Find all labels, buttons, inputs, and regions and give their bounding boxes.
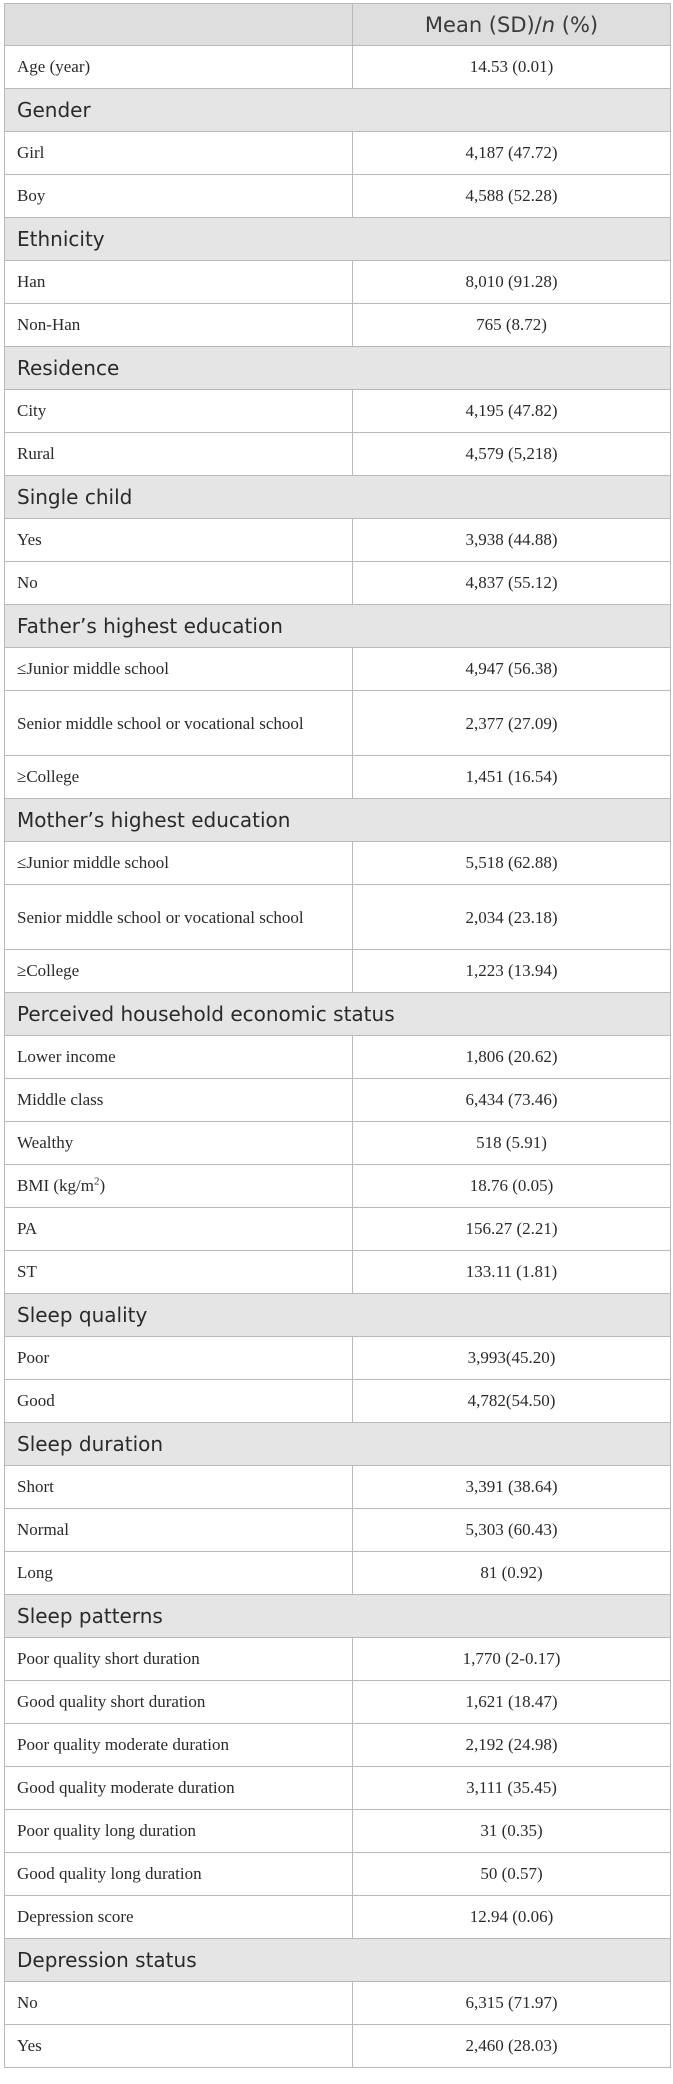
- table-row: [5, 433, 671, 476]
- row-value: 1,806 (20.62): [353, 1036, 671, 1079]
- row-value: 4,947 (56.38): [353, 648, 671, 691]
- table-row: [5, 1079, 671, 1122]
- table-row: [5, 132, 671, 175]
- row-value: 2,192 (24.98): [353, 1724, 671, 1767]
- table-row: [5, 1853, 671, 1896]
- row-value: 1,451 (16.54): [353, 756, 671, 799]
- header-label-suffix: (%): [555, 12, 599, 37]
- table-row: [5, 562, 671, 605]
- row-value: 765 (8.72): [353, 304, 671, 347]
- row-value: 2,460 (28.03): [353, 2025, 671, 2068]
- row-value: 4,837 (55.12): [353, 562, 671, 605]
- row-value: 518 (5.91): [353, 1122, 671, 1165]
- section-header-row: [5, 605, 671, 648]
- section-header: Ethnicity: [5, 218, 671, 261]
- section-header-row: [5, 1595, 671, 1638]
- section-header: Gender: [5, 89, 671, 132]
- section-header-row: [5, 89, 671, 132]
- section-header: Sleep duration: [5, 1423, 671, 1466]
- table-row: [5, 1208, 671, 1251]
- table-body: [5, 46, 671, 2068]
- section-header: Single child: [5, 476, 671, 519]
- section-header: Father’s highest education: [5, 605, 671, 648]
- characteristics-table: [4, 3, 671, 2068]
- row-label: Boy: [5, 175, 353, 218]
- section-header: Perceived household economic status: [5, 993, 671, 1036]
- row-label: Yes: [5, 2025, 353, 2068]
- section-header-row: [5, 347, 671, 390]
- row-label: Poor quality moderate duration: [5, 1724, 353, 1767]
- row-label: Senior middle school or vocational school: [5, 691, 353, 756]
- section-header-row: [5, 1939, 671, 1982]
- row-value: 156.27 (2.21): [353, 1208, 671, 1251]
- table-row: [5, 756, 671, 799]
- row-label: Age (year): [5, 46, 353, 89]
- section-header-row: [5, 1294, 671, 1337]
- row-label: Poor: [5, 1337, 353, 1380]
- row-value: 8,010 (91.28): [353, 261, 671, 304]
- row-value: 4,588 (52.28): [353, 175, 671, 218]
- header-label-prefix: Mean (SD)/: [424, 12, 542, 37]
- table-row: [5, 46, 671, 89]
- row-value: 3,391 (38.64): [353, 1466, 671, 1509]
- row-value: 3,938 (44.88): [353, 519, 671, 562]
- row-label: No: [5, 1982, 353, 2025]
- row-value: 12.94 (0.06): [353, 1896, 671, 1939]
- section-header: Sleep quality: [5, 1294, 671, 1337]
- table-row: [5, 304, 671, 347]
- row-label: Wealthy: [5, 1122, 353, 1165]
- section-header: Mother’s highest education: [5, 799, 671, 842]
- header-mean-sd-n-pct: [353, 4, 671, 46]
- row-value: 1,223 (13.94): [353, 950, 671, 993]
- row-value: 5,303 (60.43): [353, 1509, 671, 1552]
- row-label: Depression score: [5, 1896, 353, 1939]
- row-value: 4,195 (47.82): [353, 390, 671, 433]
- row-label-superscript: 2: [93, 1175, 100, 1188]
- table-row: [5, 1767, 671, 1810]
- table-row: [5, 1251, 671, 1294]
- row-label: Lower income: [5, 1036, 353, 1079]
- row-value: 50 (0.57): [353, 1853, 671, 1896]
- row-label: Han: [5, 261, 353, 304]
- row-label: Good: [5, 1380, 353, 1423]
- row-value: 5,518 (62.88): [353, 842, 671, 885]
- row-value: 4,782(54.50): [353, 1380, 671, 1423]
- row-label: Non-Han: [5, 304, 353, 347]
- table-row: [5, 1724, 671, 1767]
- row-label: Girl: [5, 132, 353, 175]
- row-value: 4,579 (5,218): [353, 433, 671, 476]
- section-header-row: [5, 476, 671, 519]
- table-row: [5, 1122, 671, 1165]
- row-value: 3,993(45.20): [353, 1337, 671, 1380]
- row-value: 6,434 (73.46): [353, 1079, 671, 1122]
- table-row: [5, 2025, 671, 2068]
- row-value: 81 (0.92): [353, 1552, 671, 1595]
- header-label-n: n: [541, 12, 556, 37]
- row-label: ≤Junior middle school: [5, 648, 353, 691]
- row-value: 2,034 (23.18): [353, 885, 671, 950]
- section-header: Sleep patterns: [5, 1595, 671, 1638]
- row-value: 4,187 (47.72): [353, 132, 671, 175]
- row-label: Long: [5, 1552, 353, 1595]
- table-row: [5, 1681, 671, 1724]
- section-header: Depression status: [5, 1939, 671, 1982]
- section-header-row: [5, 218, 671, 261]
- row-label: Short: [5, 1466, 353, 1509]
- table-row: [5, 390, 671, 433]
- row-label: ≤Junior middle school: [5, 842, 353, 885]
- row-label: Middle class: [5, 1079, 353, 1122]
- table-row: [5, 1509, 671, 1552]
- row-label: Rural: [5, 433, 353, 476]
- table-container: [4, 3, 670, 2068]
- table-row: [5, 885, 671, 950]
- table-row: [5, 1380, 671, 1423]
- section-header-row: [5, 993, 671, 1036]
- row-label: Normal: [5, 1509, 353, 1552]
- header-row: [5, 4, 671, 46]
- row-label: Good quality long duration: [5, 1853, 353, 1896]
- row-label: ST: [5, 1251, 353, 1294]
- table-row: [5, 691, 671, 756]
- table-row: [5, 1036, 671, 1079]
- table-row: [5, 519, 671, 562]
- row-label: No: [5, 562, 353, 605]
- row-label: Senior middle school or vocational school: [5, 885, 353, 950]
- section-header-row: [5, 799, 671, 842]
- row-label: [5, 1165, 353, 1208]
- row-label: Good quality short duration: [5, 1681, 353, 1724]
- table-row: [5, 1810, 671, 1853]
- row-label: Good quality moderate duration: [5, 1767, 353, 1810]
- row-value: 18.76 (0.05): [353, 1165, 671, 1208]
- row-label-suffix: ): [99, 1176, 106, 1195]
- row-value: 6,315 (71.97): [353, 1982, 671, 2025]
- table-row: [5, 950, 671, 993]
- table-row: [5, 1638, 671, 1681]
- row-label: Poor quality long duration: [5, 1810, 353, 1853]
- row-value: 14.53 (0.01): [353, 46, 671, 89]
- row-value: 1,621 (18.47): [353, 1681, 671, 1724]
- row-label: City: [5, 390, 353, 433]
- row-label: Poor quality short duration: [5, 1638, 353, 1681]
- row-label-text: BMI (kg/m: [17, 1176, 94, 1195]
- row-label: ≥College: [5, 950, 353, 993]
- table-row: [5, 1896, 671, 1939]
- table-row: [5, 1982, 671, 2025]
- row-value: 1,770 (2-0.17): [353, 1638, 671, 1681]
- row-value: 2,377 (27.09): [353, 691, 671, 756]
- table-row: [5, 1165, 671, 1208]
- table-row: [5, 175, 671, 218]
- row-label: Yes: [5, 519, 353, 562]
- table-row: [5, 1552, 671, 1595]
- header-blank-cell: [5, 4, 353, 46]
- row-label: PA: [5, 1208, 353, 1251]
- table-row: [5, 1466, 671, 1509]
- table-row: [5, 842, 671, 885]
- section-header-row: [5, 1423, 671, 1466]
- table-row: [5, 648, 671, 691]
- row-value: 133.11 (1.81): [353, 1251, 671, 1294]
- table-row: [5, 261, 671, 304]
- section-header: Residence: [5, 347, 671, 390]
- row-value: 31 (0.35): [353, 1810, 671, 1853]
- row-value: 3,111 (35.45): [353, 1767, 671, 1810]
- table-row: [5, 1337, 671, 1380]
- row-label: ≥College: [5, 756, 353, 799]
